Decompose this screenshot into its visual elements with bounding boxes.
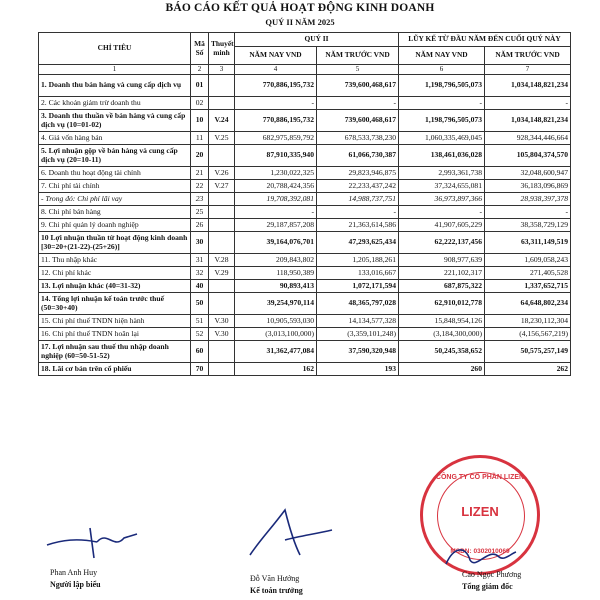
preparer-signature	[42, 520, 142, 562]
row-quarter-current: -	[235, 97, 317, 110]
row-code: 60	[191, 341, 209, 363]
row-ytd-current: 260	[399, 363, 485, 376]
row-note: V.30	[209, 315, 235, 328]
row-code: 30	[191, 232, 209, 254]
row-code: 01	[191, 75, 209, 97]
col-number: 5	[317, 65, 399, 75]
header-thuyet-minh: Thuyết minh	[209, 33, 235, 65]
row-quarter-previous: -	[317, 97, 399, 110]
row-ytd-previous: 36,183,096,869	[485, 180, 571, 193]
row-quarter-previous: 48,365,797,028	[317, 293, 399, 315]
row-code: 52	[191, 328, 209, 341]
row-quarter-previous: 193	[317, 363, 399, 376]
row-note	[209, 280, 235, 293]
row-code: 02	[191, 97, 209, 110]
row-code: 11	[191, 132, 209, 145]
row-quarter-previous: 47,293,625,434	[317, 232, 399, 254]
row-quarter-current: 1,230,022,325	[235, 167, 317, 180]
row-quarter-current: 682,975,859,792	[235, 132, 317, 145]
row-quarter-previous: 21,363,614,586	[317, 219, 399, 232]
row-note	[209, 97, 235, 110]
row-label: 12. Chi phí khác	[39, 267, 191, 280]
row-ytd-current: -	[399, 206, 485, 219]
row-quarter-current: 19,708,392,081	[235, 193, 317, 206]
header-q-nam-nay: NĂM NAY VND	[235, 47, 317, 65]
row-note: V.25	[209, 132, 235, 145]
row-code: 31	[191, 254, 209, 267]
report-title: BÁO CÁO KẾT QUẢ HOẠT ĐỘNG KINH DOANH	[165, 2, 435, 14]
row-ytd-previous: 32,048,600,947	[485, 167, 571, 180]
row-quarter-current: 20,788,424,356	[235, 180, 317, 193]
header-ytd-nam-nay: NĂM NAY VND	[399, 47, 485, 65]
row-ytd-previous: (4,156,567,219)	[485, 328, 571, 341]
row-label: 13. Lợi nhuận khác (40=31-32)	[39, 280, 191, 293]
row-ytd-previous: 38,358,729,129	[485, 219, 571, 232]
row-label: 11. Thu nhập khác	[39, 254, 191, 267]
header-q-nam-truoc: NĂM TRƯỚC VND	[317, 47, 399, 65]
row-ytd-previous: 1,609,058,243	[485, 254, 571, 267]
row-note	[209, 145, 235, 167]
table-row	[39, 167, 571, 180]
header-ytd-nam-truoc: NĂM TRƯỚC VND	[485, 47, 571, 65]
row-note: V.24	[209, 110, 235, 132]
col-number: 7	[485, 65, 571, 75]
header-ma-so: Mã Số	[191, 33, 209, 65]
row-note	[209, 232, 235, 254]
row-code: 26	[191, 219, 209, 232]
table-row	[39, 145, 571, 167]
col-number: 2	[191, 65, 209, 75]
row-ytd-current: 62,910,012,778	[399, 293, 485, 315]
row-quarter-previous: 739,600,468,617	[317, 110, 399, 132]
row-note: V.28	[209, 254, 235, 267]
row-ytd-previous: -	[485, 97, 571, 110]
row-quarter-previous: 133,016,667	[317, 267, 399, 280]
row-label: 7. Chi phí tài chính	[39, 180, 191, 193]
table-row	[39, 280, 571, 293]
row-ytd-current: 50,245,358,652	[399, 341, 485, 363]
row-label: 3. Doanh thu thuần về bán hàng và cung cấp dịch vụ (10=01-02)	[39, 110, 191, 132]
col-number: 3	[209, 65, 235, 75]
table-row	[39, 110, 571, 132]
row-label: 2. Các khoản giảm trừ doanh thu	[39, 97, 191, 110]
row-label: - Trong đó: Chi phí lãi vay	[39, 193, 191, 206]
row-code: 22	[191, 180, 209, 193]
row-code: 40	[191, 280, 209, 293]
row-quarter-current: 31,362,477,084	[235, 341, 317, 363]
row-ytd-current: 62,222,137,456	[399, 232, 485, 254]
row-quarter-previous: -	[317, 206, 399, 219]
row-ytd-current: 908,977,639	[399, 254, 485, 267]
accountant-role: Kế toán trưởng	[250, 586, 303, 595]
row-code: 21	[191, 167, 209, 180]
preparer-name: Phan Anh Huy	[50, 568, 98, 577]
row-ytd-current: 15,848,954,126	[399, 315, 485, 328]
row-code: 20	[191, 145, 209, 167]
row-note	[209, 219, 235, 232]
row-code: 10	[191, 110, 209, 132]
row-quarter-previous: 61,066,730,387	[317, 145, 399, 167]
row-ytd-previous: 64,648,802,234	[485, 293, 571, 315]
row-label: 10 Lợi nhuận thuần từ hoạt động kinh doanh [30=20+(21-22)-(25+26)]	[39, 232, 191, 254]
table-row	[39, 363, 571, 376]
table-row	[39, 97, 571, 110]
row-ytd-current: 37,324,655,081	[399, 180, 485, 193]
table-row	[39, 132, 571, 145]
row-quarter-previous: 14,134,577,328	[317, 315, 399, 328]
row-ytd-previous: 271,405,528	[485, 267, 571, 280]
preparer-block	[50, 568, 101, 589]
row-code: 23	[191, 193, 209, 206]
row-ytd-current: 36,973,897,366	[399, 193, 485, 206]
col-number: 6	[399, 65, 485, 75]
accountant-block	[250, 574, 303, 595]
row-ytd-current: 1,198,796,505,073	[399, 75, 485, 97]
col-number: 1	[39, 65, 191, 75]
row-ytd-current: 41,907,605,229	[399, 219, 485, 232]
table-row	[39, 206, 571, 219]
row-label: 4. Giá vốn hàng bán	[39, 132, 191, 145]
row-label: 5. Lợi nhuận gộp về bán hàng và cung cấp dịch vụ (20=10-11)	[39, 145, 191, 167]
row-note	[209, 75, 235, 97]
row-label: 8. Chi phí bán hàng	[39, 206, 191, 219]
table-row	[39, 341, 571, 363]
row-ytd-previous: 1,337,652,715	[485, 280, 571, 293]
row-quarter-current: 118,950,389	[235, 267, 317, 280]
row-code: 25	[191, 206, 209, 219]
row-quarter-current: 10,905,593,030	[235, 315, 317, 328]
row-quarter-previous: 14,988,737,751	[317, 193, 399, 206]
row-code: 70	[191, 363, 209, 376]
preparer-role: Người lập biểu	[50, 580, 101, 589]
stamp-logo: LIZEN	[461, 504, 499, 519]
header-chi-tieu: CHỈ TIÊU	[39, 33, 191, 65]
row-note: V.27	[209, 180, 235, 193]
row-ytd-previous: 1,034,148,821,234	[485, 110, 571, 132]
director-role: Tổng giám đốc	[462, 582, 513, 591]
row-quarter-previous: 1,205,188,261	[317, 254, 399, 267]
table-row	[39, 180, 571, 193]
row-label: 18. Lãi cơ bản trên cổ phiếu	[39, 363, 191, 376]
table-row	[39, 293, 571, 315]
header-quy: QUÝ II	[235, 33, 399, 47]
table-row	[39, 232, 571, 254]
stamp-bottom-text: MSDN: 0302010069	[450, 548, 510, 555]
row-quarter-previous: 739,600,468,617	[317, 75, 399, 97]
row-quarter-current: 39,254,970,114	[235, 293, 317, 315]
row-ytd-current: 221,102,317	[399, 267, 485, 280]
row-quarter-current: 770,886,195,732	[235, 110, 317, 132]
row-ytd-current: (3,184,300,000)	[399, 328, 485, 341]
report-subtitle: QUÝ II NĂM 2025	[265, 17, 335, 27]
row-quarter-current: 162	[235, 363, 317, 376]
table-row	[39, 219, 571, 232]
row-ytd-previous: 105,804,374,570	[485, 145, 571, 167]
row-note: V.26	[209, 167, 235, 180]
accountant-signature	[240, 500, 340, 570]
row-ytd-previous: 50,575,257,149	[485, 341, 571, 363]
row-quarter-current: -	[235, 206, 317, 219]
row-quarter-current: 29,187,857,208	[235, 219, 317, 232]
row-quarter-previous: (3,359,101,248)	[317, 328, 399, 341]
row-ytd-current: 1,060,335,469,045	[399, 132, 485, 145]
row-ytd-previous: 28,938,397,378	[485, 193, 571, 206]
row-code: 51	[191, 315, 209, 328]
row-note	[209, 293, 235, 315]
header-luy-ke: LŨY KẾ TỪ ĐẦU NĂM ĐẾN CUỐI QUÝ NÀY	[399, 33, 571, 47]
row-note: V.30	[209, 328, 235, 341]
row-label: 9. Chi phí quản lý doanh nghiệp	[39, 219, 191, 232]
director-block	[462, 570, 521, 591]
row-note	[209, 206, 235, 219]
row-label: 15. Chi phí thuế TNDN hiện hành	[39, 315, 191, 328]
col-number: 4	[235, 65, 317, 75]
row-ytd-current: 687,875,322	[399, 280, 485, 293]
row-quarter-current: 90,893,413	[235, 280, 317, 293]
row-label: 6. Doanh thu hoạt động tài chính	[39, 167, 191, 180]
row-quarter-previous: 1,072,171,594	[317, 280, 399, 293]
row-quarter-previous: 29,823,946,875	[317, 167, 399, 180]
accountant-name: Đỗ Văn Hưởng	[250, 574, 300, 583]
column-number-row	[39, 65, 571, 75]
row-quarter-previous: 37,590,320,948	[317, 341, 399, 363]
row-note	[209, 363, 235, 376]
row-quarter-current: 770,886,195,732	[235, 75, 317, 97]
table-row	[39, 315, 571, 328]
row-quarter-previous: 678,533,738,230	[317, 132, 399, 145]
row-label: 14. Tổng lợi nhuận kế toán trước thuế (50=30+40)	[39, 293, 191, 315]
row-ytd-previous: 63,311,149,519	[485, 232, 571, 254]
director-name: Cao Ngọc Phương	[462, 570, 522, 579]
table-row	[39, 328, 571, 341]
row-quarter-current: (3,013,100,000)	[235, 328, 317, 341]
row-quarter-current: 39,164,076,701	[235, 232, 317, 254]
table-row	[39, 267, 571, 280]
stamp-top-text: CÔNG TY CỔ PHẦN LIZEN	[435, 474, 525, 481]
row-quarter-current: 87,910,335,940	[235, 145, 317, 167]
row-ytd-current: 2,993,361,738	[399, 167, 485, 180]
row-note	[209, 193, 235, 206]
row-note: V.29	[209, 267, 235, 280]
row-note	[209, 341, 235, 363]
row-code: 32	[191, 267, 209, 280]
row-ytd-current: -	[399, 97, 485, 110]
row-label: 16. Chi phí thuế TNDN hoãn lại	[39, 328, 191, 341]
row-ytd-previous: 928,344,446,664	[485, 132, 571, 145]
row-ytd-current: 1,198,796,505,073	[399, 110, 485, 132]
row-ytd-current: 138,461,036,028	[399, 145, 485, 167]
row-ytd-previous: 1,034,148,821,234	[485, 75, 571, 97]
row-code: 50	[191, 293, 209, 315]
row-quarter-current: 209,843,802	[235, 254, 317, 267]
table-row	[39, 75, 571, 97]
row-label: 1. Doanh thu bán hàng và cung cấp dịch vụ	[39, 75, 191, 97]
row-ytd-previous: 262	[485, 363, 571, 376]
table-row	[39, 254, 571, 267]
row-ytd-previous: 18,230,112,304	[485, 315, 571, 328]
row-ytd-previous: -	[485, 206, 571, 219]
row-label: 17. Lợi nhuận sau thuế thu nhập doanh nghiệp (60=50-51-52)	[39, 341, 191, 363]
income-statement-table	[38, 32, 571, 376]
row-quarter-previous: 22,233,437,242	[317, 180, 399, 193]
table-row	[39, 193, 571, 206]
